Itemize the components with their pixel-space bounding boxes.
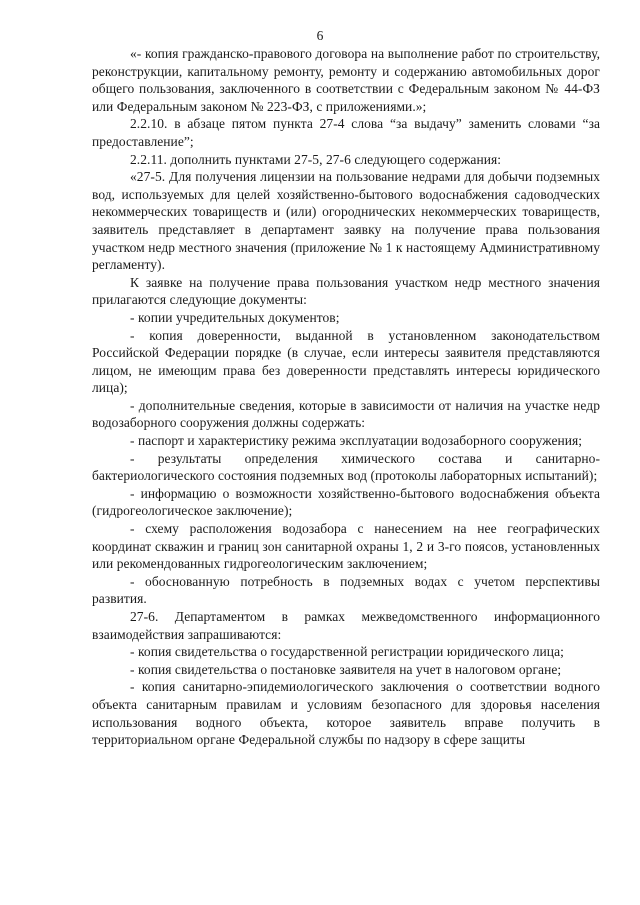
paragraph-2-2-10: 2.2.10. в абзаце пятом пункта 27-4 слова “за выдачу” заменить словами “за предоставление”; [92, 116, 600, 149]
list-item-power-of-attorney: - копия доверенности, выданной в установленном законодательством Российской Федерации порядке (в случае, если интересы заявителя представляются лицом, не имеющим права без доверенности представлять интересы юридического лица); [92, 327, 600, 396]
list-item-sanitary-conclusion: - копия санитарно-эпидемиологического заключения о соответствии водного объекта санитарным правилам и условиям безопасного для здоровья населения использования водного объекта, которое заявитель вправе получить в территориальном органе Федеральной службы по надзору в сфере защиты [92, 679, 600, 748]
list-item-water-intake-scheme: - схему расположения водозабора с нанесением на нее географических координат скважин и границ зон санитарной охраны 1, 2 и 3-го поясов, установленных или рекомендованных гидрогеологическим заключением; [92, 521, 600, 572]
list-item-founding-documents: - копии учредительных документов; [130, 309, 340, 325]
paragraph-contract-copy: «- копия гражданско-правового договора на выполнение работ по строительству, реконструкции, капитальному ремонту, ремонту и содержанию автомобильных дорог общего пользования, заключенного в соответствии с Федеральным законом № 44-ФЗ или Федеральным законом № 223-ФЗ, с приложениями.»; [92, 46, 600, 114]
paragraph-27-6: 27-6. Департаментом в рамках межведомственного информационного взаимодействия запрашиваются: [92, 609, 600, 642]
paragraph-27-5: «27-5. Для получения лицензии на пользование недрами для добычи подземных вод, используемых для целей хозяйственно-бытового водоснабжения садоводческих некоммерческих товариществ и (или) огороднических некоммерческих товариществ, заявитель представляет в департамент заявку на получение права пользования участком недр местного значения (приложение № 1 к настоящему Административному регламенту). [92, 169, 600, 273]
list-item-registration-certificate: - копия свидетельства о государственной регистрации юридического лица; [130, 644, 564, 660]
list-item-passport: - паспорт и характеристику режима эксплуатации водозаборного сооружения; [130, 433, 583, 449]
document-body [92, 45, 600, 749]
list-item-water-demand: - обоснованную потребность в подземных водах с учетом перспективы развития. [92, 573, 600, 607]
paragraph-application-documents: К заявке на получение права пользования участком недр местного значения прилагаются следующие документы: [92, 274, 600, 308]
list-item-test-results: - результаты определения химического состава и санитарно-бактериологического состояния подземных вод (протоколы лабораторных испытаний); [92, 450, 600, 484]
paragraph-2-2-11: 2.2.11. дополнить пунктами 27-5, 27-6 следующего содержания: [130, 151, 502, 167]
page-number: 6 [316, 28, 324, 43]
list-item-additional-info: - дополнительные сведения, которые в зависимости от наличия на участке недр водозаборного сооружения должны содержать: [92, 397, 600, 431]
list-item-water-supply-info: - информацию о возможности хозяйственно-бытового водоснабжения объекта (гидрогеологическое заключение); [92, 485, 600, 519]
list-item-tax-certificate: - копия свидетельства о постановке заявителя на учет в налоговом органе; [130, 661, 562, 677]
